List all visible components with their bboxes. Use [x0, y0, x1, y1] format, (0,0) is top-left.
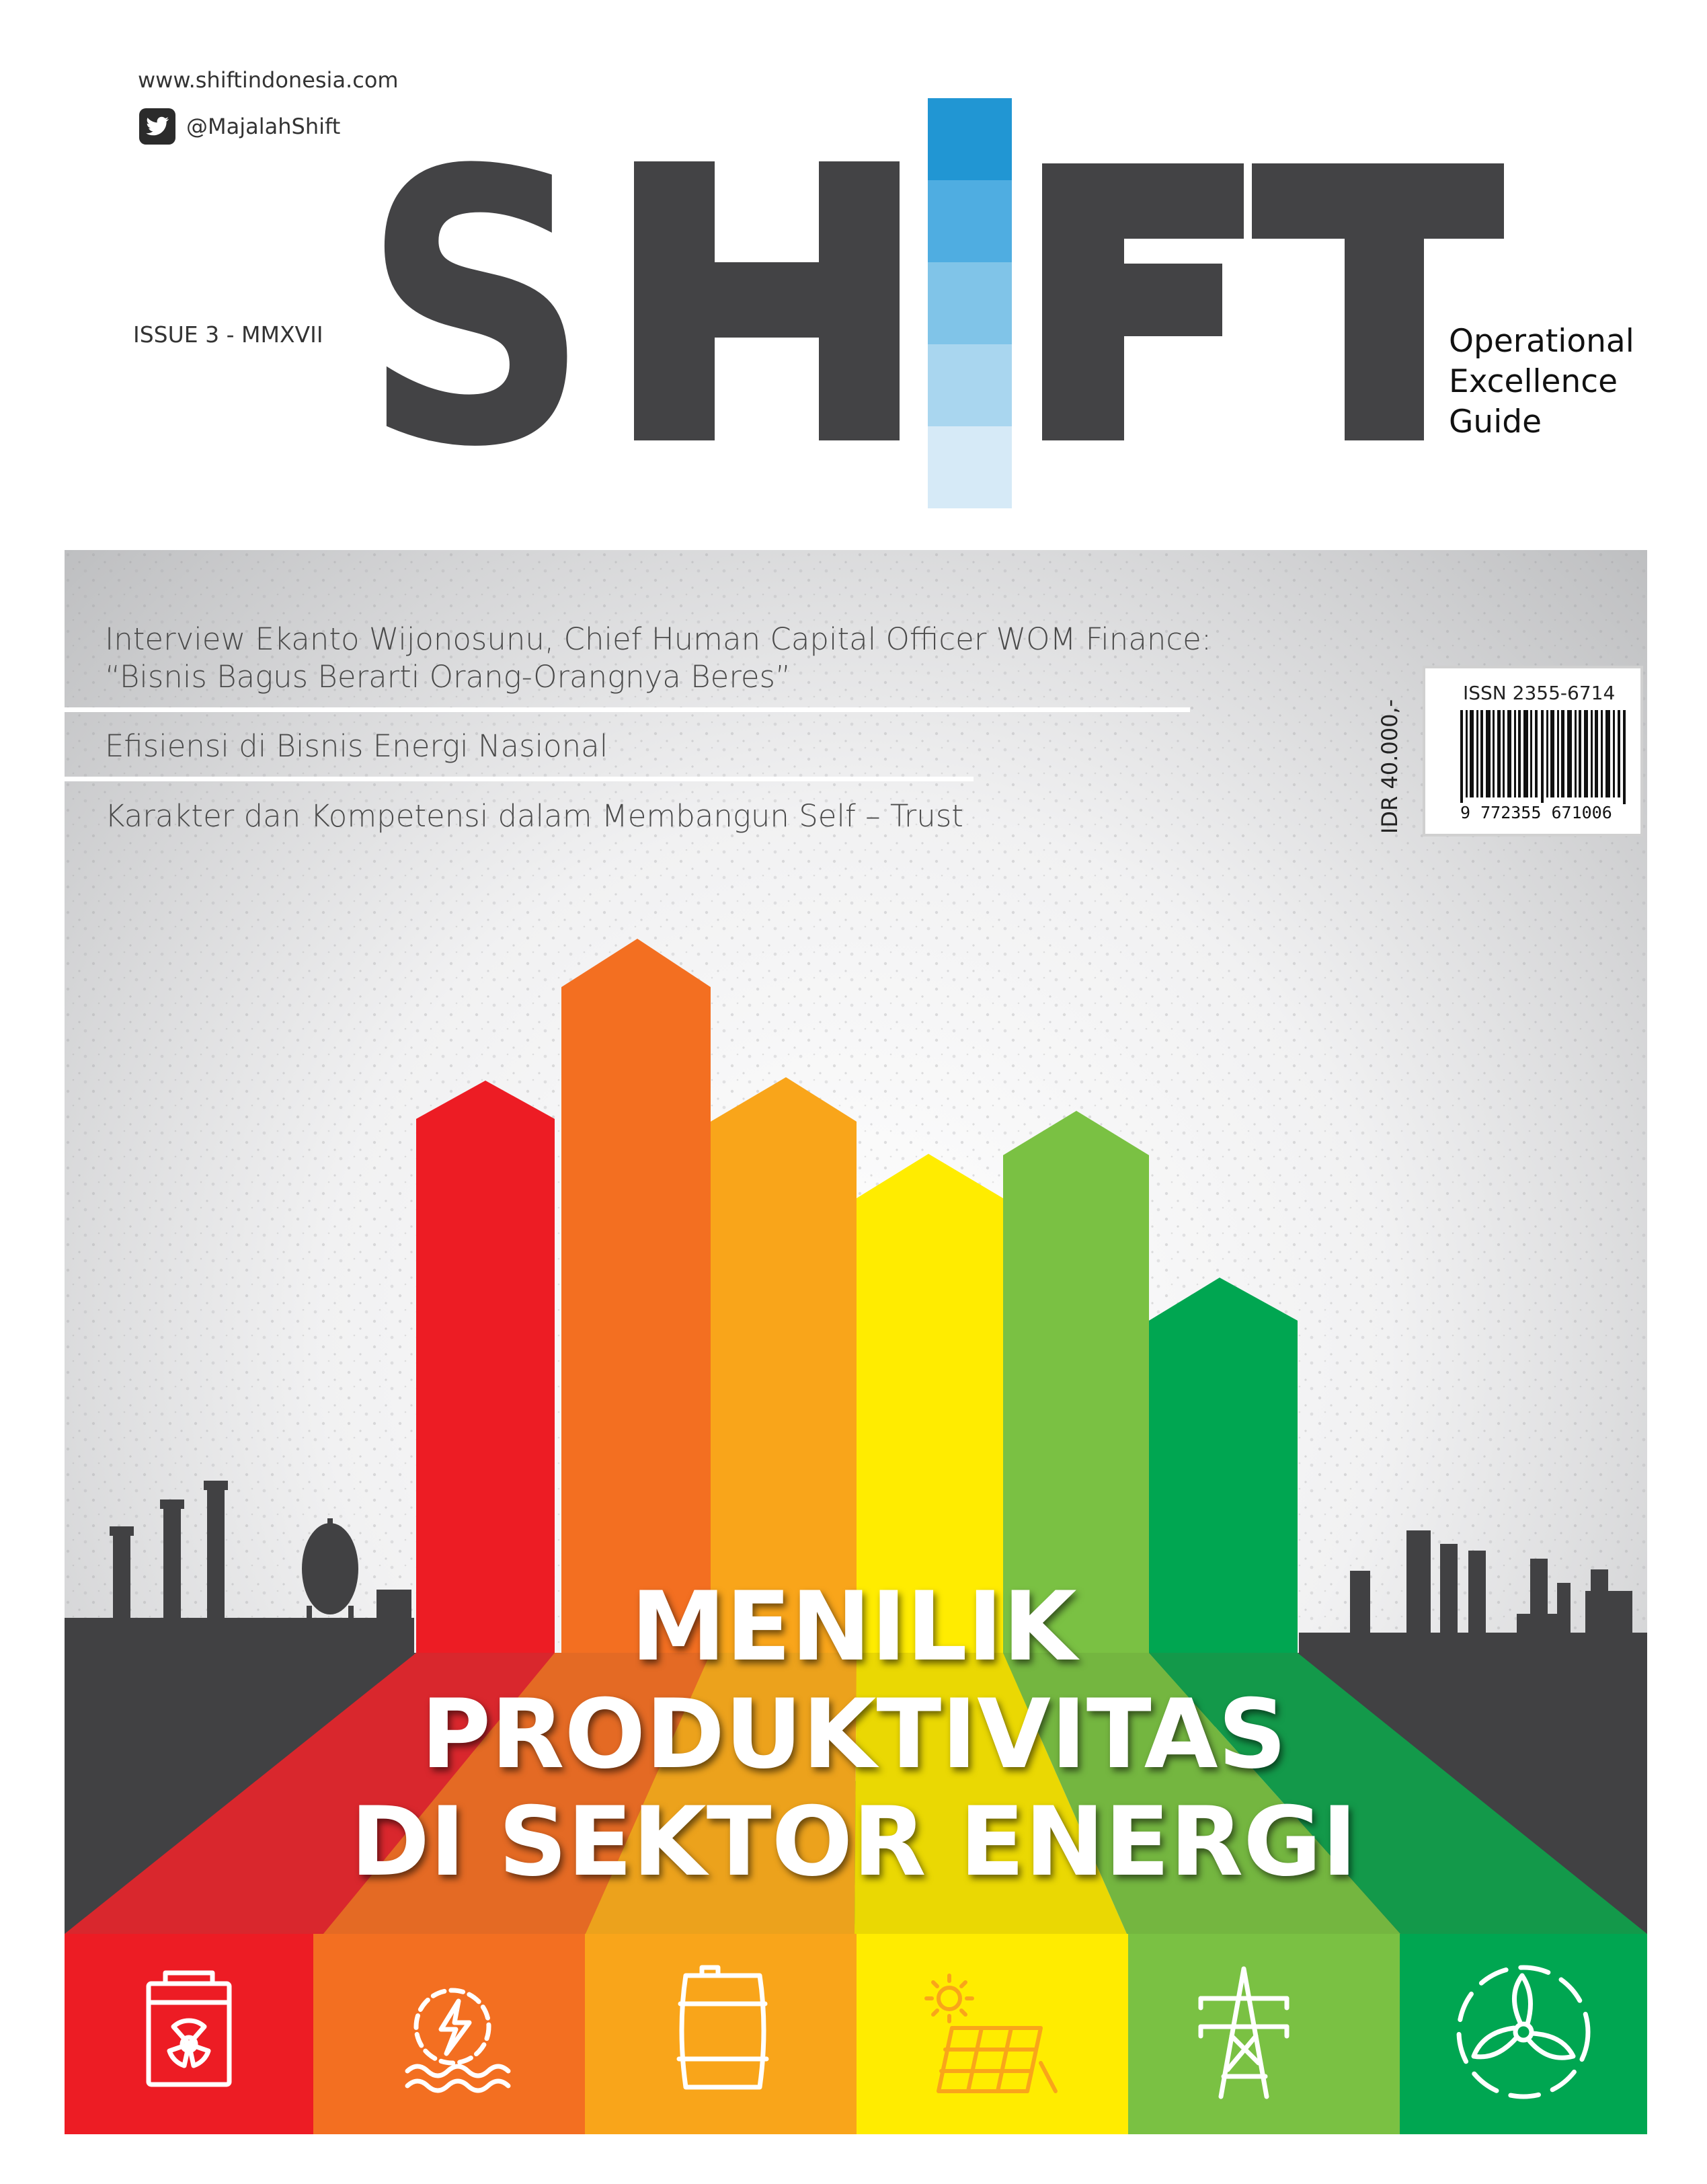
issn-label: ISSN 2355-6714	[1463, 682, 1616, 704]
barcode-box	[1423, 666, 1643, 836]
cover-price: IDR 40.000,-	[1377, 699, 1402, 834]
shift-logo	[0, 0, 1707, 524]
tagline-line-2: Excellence	[1449, 363, 1618, 400]
twitter-handle-label: @MajalahShift	[186, 114, 341, 139]
feature-divider-2	[65, 777, 974, 781]
logo-letter-h	[634, 161, 900, 440]
tile-orange	[313, 1934, 585, 2134]
headline-line-2: PRODUKTIVITAS	[421, 1679, 1287, 1790]
tagline	[1449, 321, 1634, 442]
tile-red	[65, 1934, 313, 2134]
feature-divider-1	[65, 707, 1190, 712]
feature-1-line-2: “Bisnis Bagus Berarti Orang-Orangnya Beres”	[105, 659, 791, 695]
feature-1-line-1: Interview Ekanto Wijonosunu, Chief Human Capital Officer WOM Finance:	[105, 621, 1212, 657]
tile-amber	[585, 1934, 857, 2134]
feature-3[interactable]: Karakter dan Kompetensi dalam Membangun Self – Trust	[105, 798, 963, 834]
logo-letter-s: S	[362, 91, 590, 524]
headline-line-3: DI SEKTOR ENERGI	[350, 1787, 1357, 1898]
headline-line-1: MENILIK	[631, 1571, 1077, 1682]
barcode-image	[1460, 710, 1628, 804]
barcode-number: 9 772355 671006	[1460, 803, 1612, 822]
tagline-line-1: Operational	[1449, 323, 1634, 360]
logo-letter-i-blue-bars	[928, 98, 1012, 508]
tagline-line-3: Guide	[1449, 403, 1542, 440]
website-url[interactable]: www.shiftindonesia.com	[138, 67, 399, 93]
cover-headline	[202, 1573, 1506, 1896]
tile-lightgreen	[1128, 1934, 1400, 2134]
feature-2[interactable]: Efisiensi di Bisnis Energi Nasional	[105, 728, 608, 764]
logo-letter-f	[1042, 163, 1244, 440]
tile-green	[1400, 1934, 1647, 2134]
issue-number: ISSUE 3 - MMXVII	[133, 321, 323, 348]
feature-1[interactable]	[105, 621, 1212, 696]
tile-yellow	[857, 1934, 1128, 2134]
